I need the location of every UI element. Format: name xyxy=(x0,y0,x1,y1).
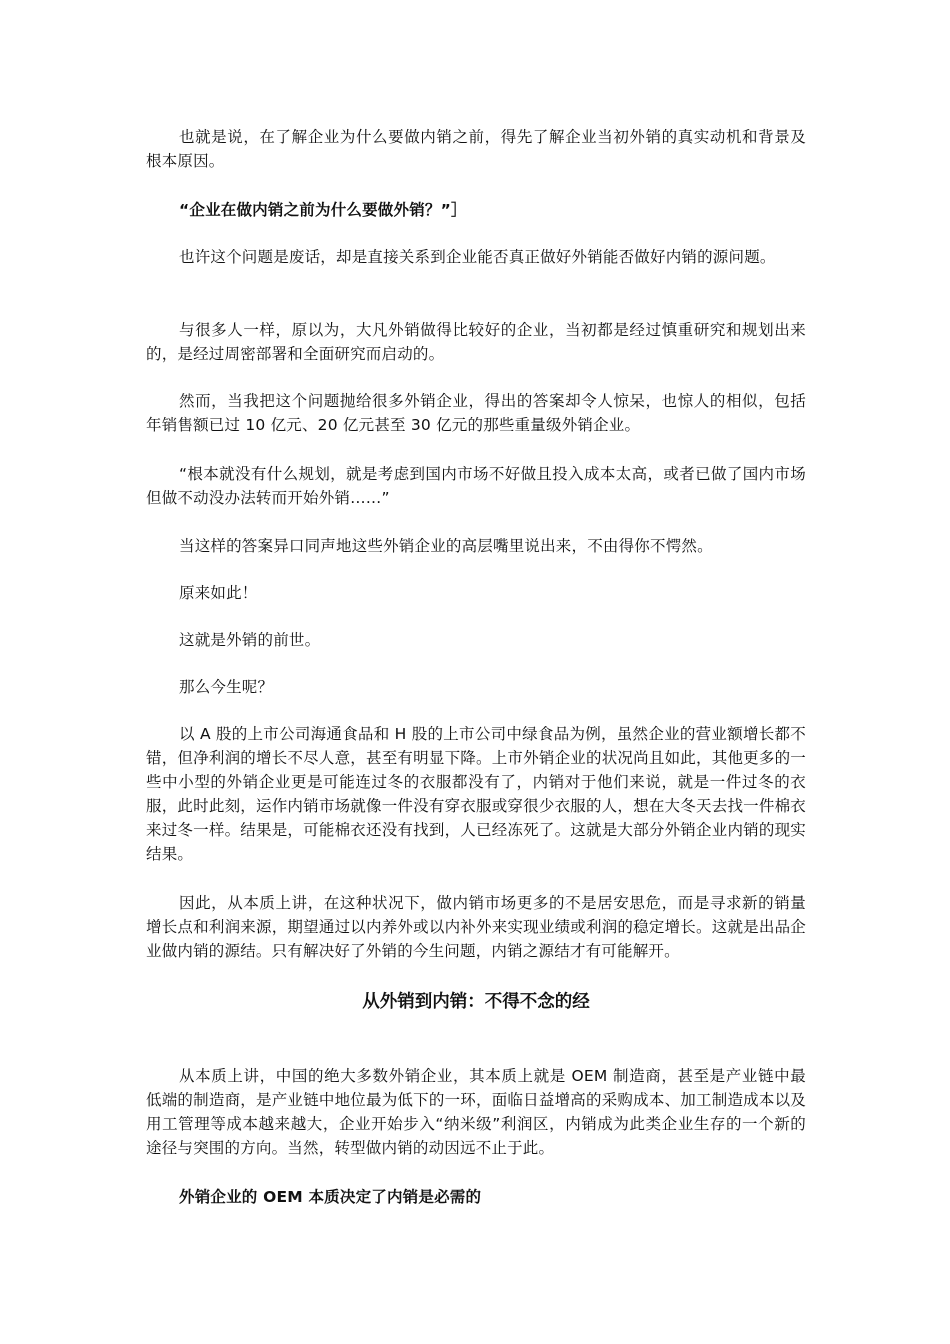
paragraph-assumption: 与很多人一样，原以为，大凡外销做得比较好的企业，当初都是经过慎重研究和规划出来的，是经过周密部署和全面研究而启动的。 xyxy=(146,321,806,363)
section-heading: 从外销到内销：不得不念的经 xyxy=(362,992,590,1012)
subheading-oem: 外销企业的 OEM 本质决定了内销是必需的 xyxy=(179,1188,482,1206)
paragraph-oem-essence: 从本质上讲，中国的绝大多数外销企业，其本质上就是 OEM 制造商，甚至是产业链中最低端的制造商，是产业链中地位最为低下的一环，面临日益增高的采购成本、加工制造成本以及用工管理等成本越来越大，企业开始步入“纳米级”利润区，内销成为此类企业生存的一个新的途径与突围的方向。当然，转型做内销的动因远不止于此。 xyxy=(146,1067,806,1157)
paragraph-so-that-is-it: 原来如此！ xyxy=(179,584,258,602)
paragraph-conclusion: 因此，从本质上讲，在这种状况下，做内销市场更多的不是居安思危，而是寻求新的销量增长点和利润来源，期望通过以内养外或以内补外来实现业绩或利润的稳定增长。这就是出品企业做内销的源结。只有解决好了外销的今生问题，内销之源结才有可能解开。 xyxy=(146,894,806,960)
paragraph-reaction: 当这样的答案异口同声地这些外销企业的高层嘴里说出来，不由得你不愕然。 xyxy=(179,537,713,555)
question-quote: “企业在做内销之前为什么要做外销？”］ xyxy=(179,201,467,219)
paragraph-answer-quote: “根本就没有什么规划，就是考虑到国内市场不好做且投入成本太高，或者已做了国内市场但做不动没办法转而开始外销……” xyxy=(146,465,806,507)
paragraph-background: 也就是说，在了解企业为什么要做内销之前，得先了解企业当初外销的真实动机和背景及根本原因。 xyxy=(146,128,806,170)
paragraph-past-life: 这就是外销的前世。 xyxy=(179,631,321,649)
paragraph-listed-companies: 以 A 股的上市公司海通食品和 H 股的上市公司中绿食品为例，虽然企业的营业额增长都不错，但净利润的增长不尽人意，甚至有明显下降。上市外销企业的状况尚且如此，其他更多的一些中小型的外销企业更是可能连过冬的衣服都没有了，内销对于他们来说，就是一件过冬的衣服，此时此刻，运作内销市场就像一件没有穿衣服或穿很少衣服的人，想在大冬天去找一件棉衣来过冬一样。结果是，可能棉衣还没有找到，人已经冻死了。这就是大部分外销企业内销的现实结果。 xyxy=(146,725,806,863)
paragraph-present-life: 那么今生呢？ xyxy=(179,678,274,696)
paragraph-answer-intro: 然而，当我把这个问题抛给很多外销企业，得出的答案却令人惊呆，也惊人的相似，包括年销售额已过 10 亿元、20 亿元甚至 30 亿元的那些重量级外销企业。 xyxy=(146,392,806,434)
paragraph-source-question: 也许这个问题是废话，却是直接关系到企业能否真正做好外销能否做好内销的源问题。 xyxy=(179,248,776,266)
